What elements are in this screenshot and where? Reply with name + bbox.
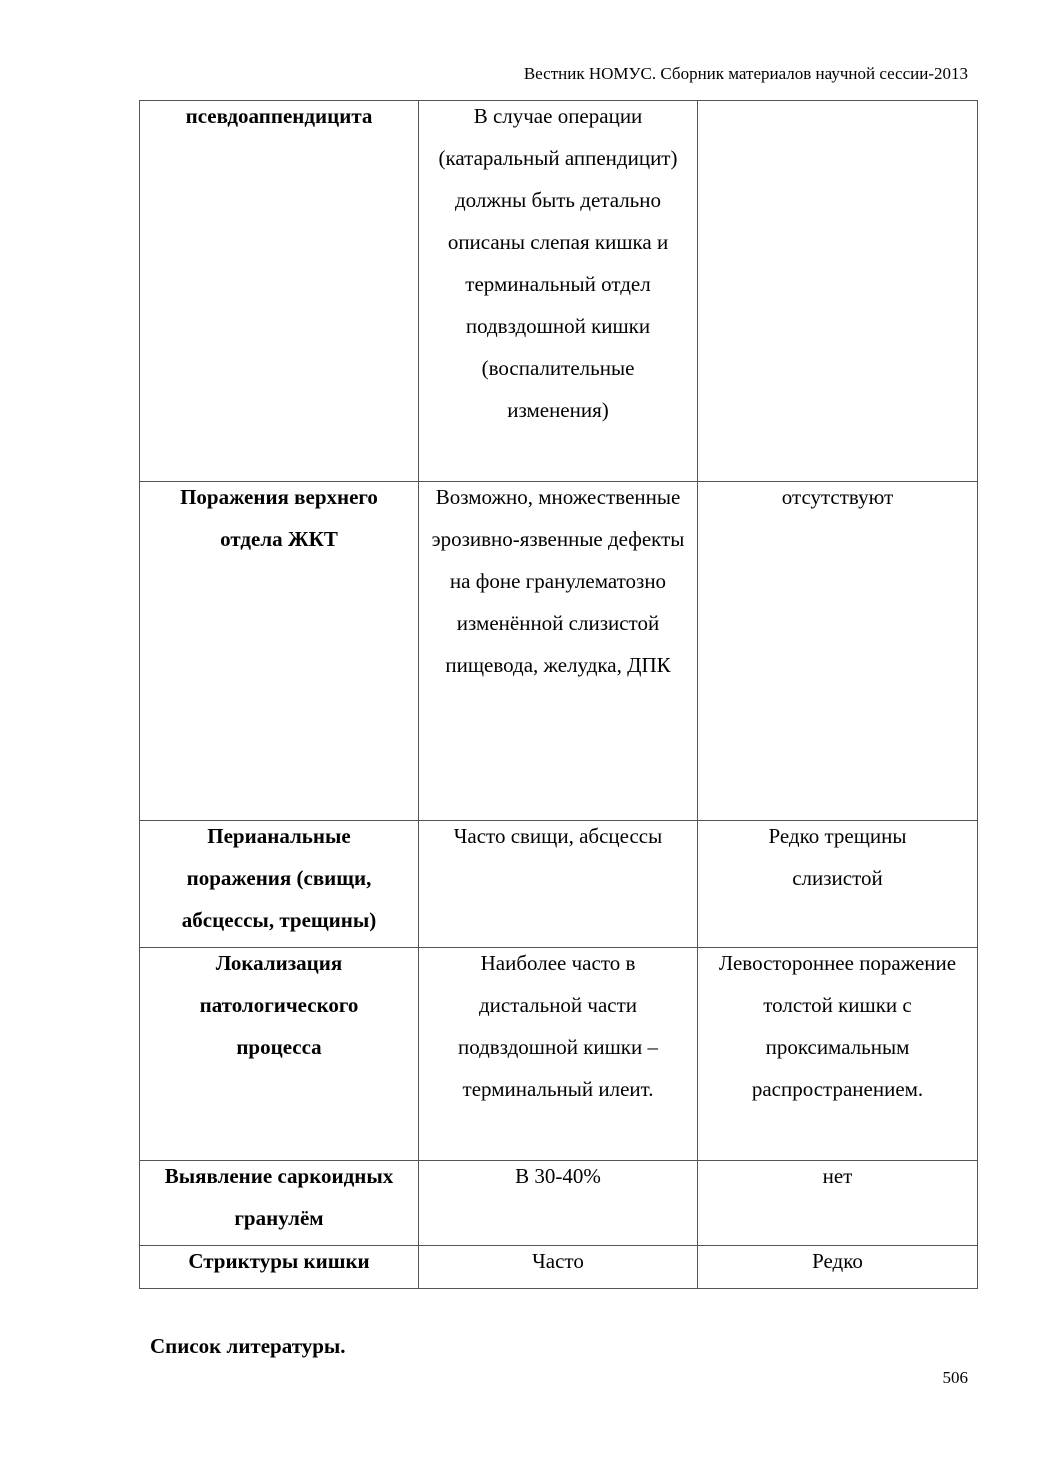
row-label: Поражения верхнего отдела ЖКТ bbox=[140, 482, 419, 821]
table-row bbox=[140, 1161, 978, 1246]
row-label: псевдоаппендицита bbox=[140, 101, 419, 482]
cell-crohn: Часто bbox=[419, 1246, 698, 1289]
table-row bbox=[140, 948, 978, 1161]
cell-uc: Редко трещины слизистой bbox=[698, 821, 978, 948]
table-row bbox=[140, 821, 978, 948]
row-label: Перианальные поражения (свищи, абсцессы, трещины) bbox=[140, 821, 419, 948]
table-row bbox=[140, 1246, 978, 1289]
cell-uc: нет bbox=[698, 1161, 978, 1246]
cell-crohn: Возможно, множественные эрозивно-язвенные дефекты на фоне гранулематозно изменённой слизистой пищевода, желудка, ДПК bbox=[419, 482, 698, 821]
cell-uc: Редко bbox=[698, 1246, 978, 1289]
cell-crohn: В случае операции (катаральный аппендицит) должны быть детально описаны слепая кишка и терминальный отдел подвздошной кишки (воспалительные изменения) bbox=[419, 101, 698, 482]
cell-crohn: Часто свищи, абсцессы bbox=[419, 821, 698, 948]
table-row bbox=[140, 482, 978, 821]
row-label: Локализация патологического процесса bbox=[140, 948, 419, 1161]
running-header: Вестник НОМУС. Сборник материалов научной сессии-2013 bbox=[523, 64, 968, 83]
comparison-table bbox=[139, 100, 978, 1289]
row-label: Стриктуры кишки bbox=[140, 1246, 419, 1289]
cell-uc: отсутствуют bbox=[698, 482, 978, 821]
references-heading: Список литературы. bbox=[150, 1334, 346, 1358]
cell-uc bbox=[698, 101, 978, 482]
page-number: 506 bbox=[942, 1368, 968, 1387]
cell-crohn: Наиболее часто в дистальной части подвздошной кишки – терминальный илеит. bbox=[419, 948, 698, 1161]
table-row bbox=[140, 101, 978, 482]
cell-uc: Левостороннее поражение толстой кишки с проксимальным распространением. bbox=[698, 948, 978, 1161]
cell-crohn: В 30-40% bbox=[419, 1161, 698, 1246]
row-label: Выявление саркоидных гранулём bbox=[140, 1161, 419, 1246]
